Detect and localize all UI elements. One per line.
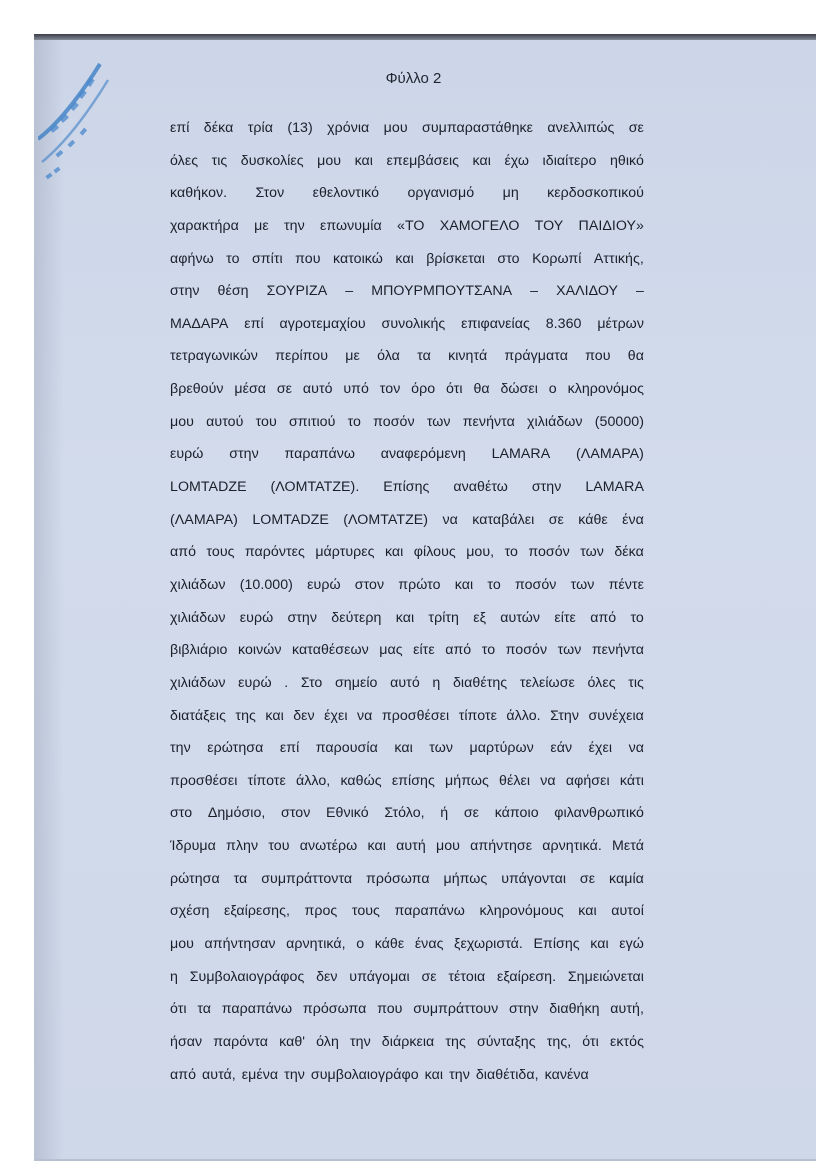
text-line: στο Δημόσιο, στον Εθνικό Στόλο, ή σε κάποιο φιλανθρωπικό	[170, 805, 644, 822]
text-line: Ίδρυμα πλην του ανωτέρω και αυτή μου απήντησε αρνητικά. Μετά	[170, 838, 644, 855]
text-line: σχέση εξαίρεσης, προς τους παραπάνω κληρονόμους και αυτοί	[170, 903, 644, 920]
text-line: αφήνω το σπίτι που κατοικώ και βρίσκεται στο Κορωπί Αττικής,	[170, 250, 644, 267]
text-line: όλες τις δυσκολίες μου και επεμβάσεις και έχω ιδιαίτερο ηθικό	[170, 152, 644, 169]
text-line: LOMTADZE (ΛΟΜΤΑΤΖΕ). Επίσης αναθέτω στην LAMARA	[170, 479, 644, 496]
text-line: χιλιάδων (10.000) ευρώ στον πρώτο και το ποσόν των πέντε	[170, 576, 644, 593]
text-line: καθήκον. Στον εθελοντικό οργανισμό μη κερδοσκοπικού	[170, 185, 644, 202]
text-line: ευρώ στην παραπάνω αναφερόμενη LAMARA (ΛΑΜΑΡΑ)	[170, 446, 644, 463]
text-line: από αυτά, εμένα την συμβολαιογράφο και την διαθέτιδα, κανένα	[170, 1066, 589, 1083]
text-line: την ερώτησα επί παρουσία και των μαρτύρων εάν έχει να	[170, 740, 644, 757]
text-line: επί δέκα τρία (13) χρόνια μου συμπαραστάθηκε ανελλιπώς σε	[170, 120, 644, 136]
text-line: τετραγωνικών περίπου με όλα τα κινητά πράγματα που θα	[170, 348, 644, 365]
text-line: μου απήντησαν αρνητικά, ο κάθε ένας ξεχωριστά. Επίσης και εγώ	[170, 936, 644, 953]
text-line: προσθέσει τίποτε άλλο, καθώς επίσης μήπως θέλει να αφήσει κάτι	[170, 772, 644, 789]
text-line: χιλιάδων ευρώ στην δεύτερη και τρίτη εξ αυτών είτε από το	[170, 609, 644, 626]
text-line: ήσαν παρόντα καθ' όλη την διάρκεια της σύνταξης της, ότι εκτός	[170, 1033, 644, 1050]
text-line: από τους παρόντες μάρτυρες και φίλους μου, το ποσόν των δέκα	[170, 544, 644, 561]
text-line: χιλιάδων ευρώ . Στο σημείο αυτό η διαθέτης τελείωσε όλες τις	[170, 674, 644, 691]
text-line: μου αυτού του σπιτιού το ποσόν των πενήντα χιλιάδων (50000)	[170, 413, 644, 430]
text-line: διατάξεις της και δεν έχει να προσθέσει τίποτε άλλο. Στην συνέχεια	[170, 707, 644, 724]
text-line: (ΛΑΜΑΡΑ) LOMTADZE (ΛΟΜΤΑΤΖΕ) να καταβάλει σε κάθε ένα	[170, 511, 644, 528]
stamp-fragment	[38, 44, 118, 204]
document-body	[170, 112, 644, 1091]
text-line: η Συμβολαιογράφος δεν υπάγομαι σε τέτοια εξαίρεση. Σημειώνεται	[170, 968, 644, 985]
text-line: βιβλιάριο κοινών καταθέσεων μας είτε από το ποσόν των πενήντα	[170, 642, 644, 659]
sheet-number: Φύλλο 2	[385, 70, 442, 87]
text-line: ότι τα παραπάνω πρόσωπα που συμπράττουν στην διαθήκη αυτή,	[170, 1001, 644, 1018]
text-line: χαρακτήρα με την επωνυμία «ΤΟ ΧΑΜΟΓΕΛΟ ΤΟΥ ΠΑΙΔΙΟΥ»	[170, 217, 644, 234]
text-line: στην θέση ΣΟΥΡΙΖΑ – ΜΠΟΥΡΜΠΟΥΤΣΑΝΑ – ΧΑΛΙΔΟΥ –	[170, 283, 644, 300]
text-line: ΜΑΔΑΡΑ επί αγροτεμαχίου συνολικής επιφανείας 8.360 μέτρων	[170, 315, 644, 332]
text-line: ρώτησα τα συμπράττοντα πρόσωπα μήπως υπάγονται σε καμία	[170, 870, 644, 887]
text-line: βρεθούν μέσα σε αυτό υπό τον όρο ότι θα δώσει ο κληρονόμος	[170, 381, 644, 398]
